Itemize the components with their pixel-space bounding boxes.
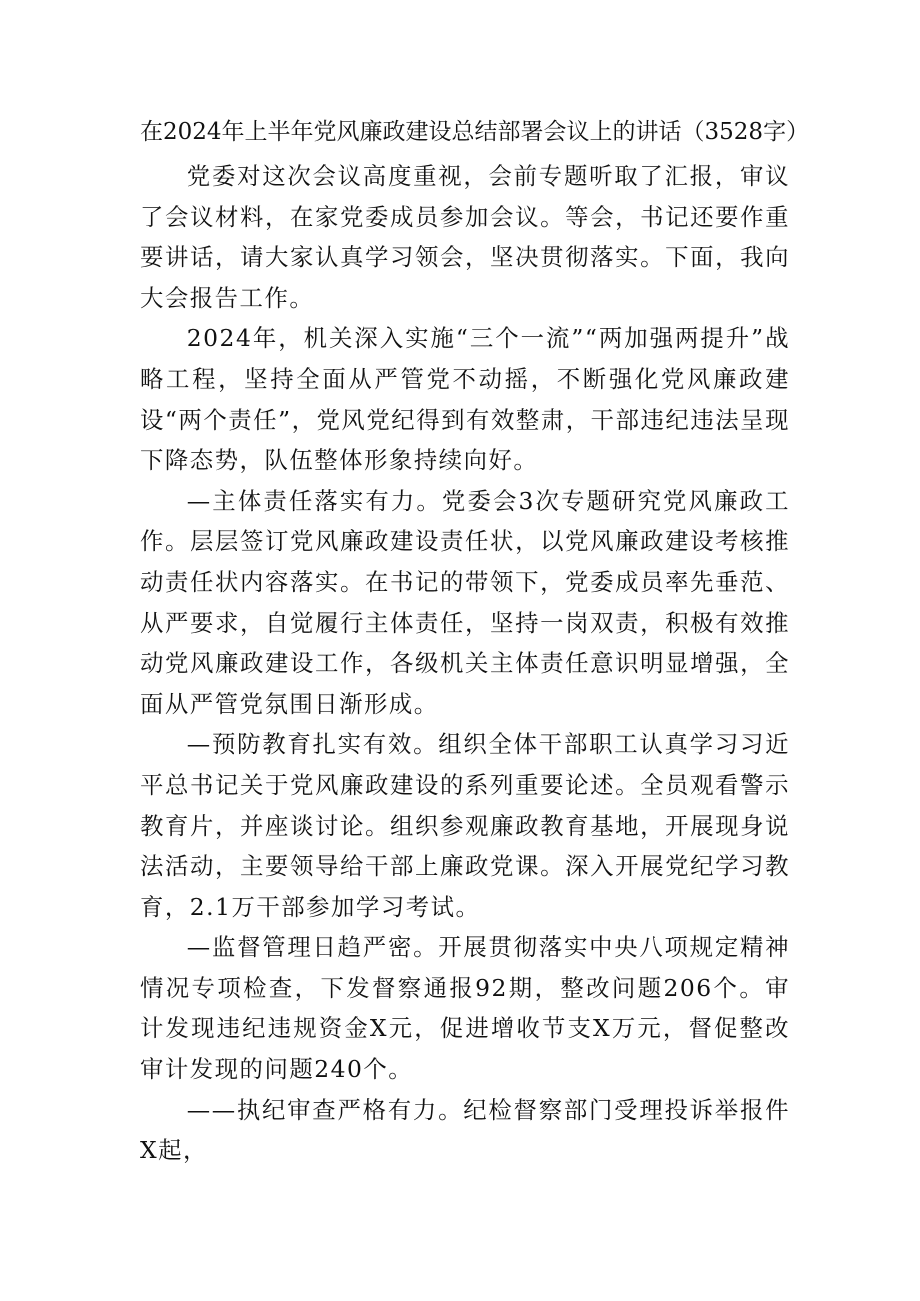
document-title: 在2024年上半年党风廉政建设总结部署会议上的讲话（3528字） [140,119,810,145]
paragraph-supervision: —监督管理日趋严密。开展贯彻落实中央八项规定精神情况专项检查，下发督察通报92期，整改问题206个。审计发现违纪违规资金X元，促进增收节支X万元，督促整改审计发现的问题240个。 [140,933,790,1084]
paragraph-overview: 2024年，机关深入实施“三个一流”“两加强两提升”战略工程，坚持全面从严管党不动摇，不断强化党风廉政建设“两个责任”，党风党纪得到有效整肃，干部违纪违法呈现下降态势，队伍整体形象持续向好。 [140,324,790,475]
document-body [140,156,790,1171]
paragraph-main-responsibility: —主体责任落实有力。党委会3次专题研究党风廉政工作。层层签订党风廉政建设责任状，以党风廉政建设考核推动责任状内容落实。在书记的带领下，党委成员率先垂范、从严要求，自觉履行主体责任，坚持一岗双责，积极有效推动党风廉政建设工作，各级机关主体责任意识明显增强，全面从严管党氛围日渐形成。 [140,486,790,718]
paragraph-intro: 党委对这次会议高度重视，会前专题听取了汇报，审议了会议材料，在家党委成员参加会议。等会，书记还要作重要讲话，请大家认真学习领会，坚决贯彻落实。下面，我向大会报告工作。 [140,162,790,312]
paragraph-prevention-education: —预防教育扎实有效。组织全体干部职工认真学习习近平总书记关于党风廉政建设的系列重要论述。全员观看警示教育片，并座谈讨论。组织参观廉政教育基地，开展现身说法活动，主要领导给干部上廉政党课。深入开展党纪学习教育，2.1万干部参加学习考试。 [140,730,790,921]
paragraph-discipline-review: ——执纪审查严格有力。纪检督察部门受理投诉举报件X起， [140,1095,790,1165]
